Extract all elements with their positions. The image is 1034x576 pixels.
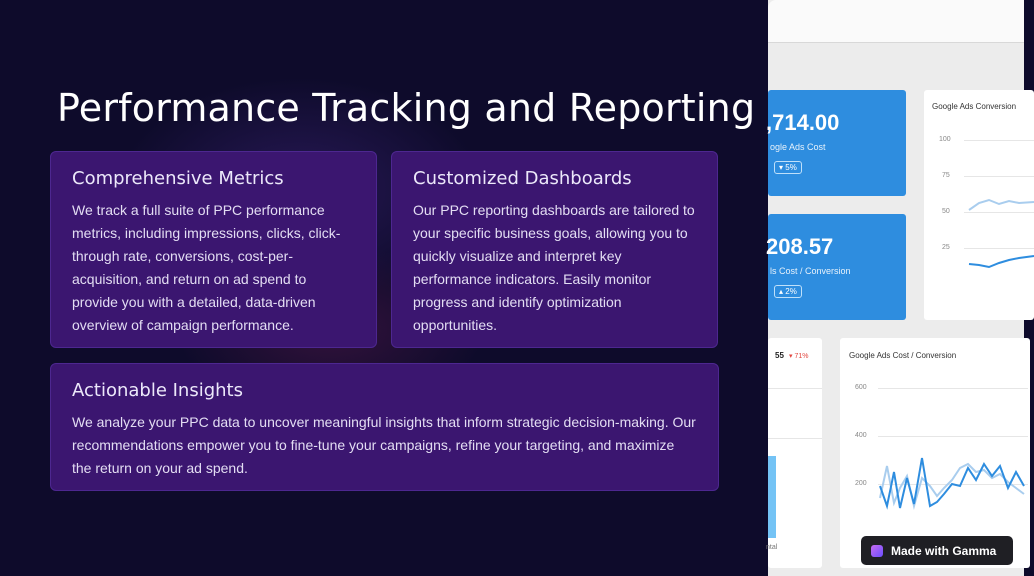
cost-per-conversion-lines xyxy=(840,338,1030,568)
slide-title: Performance Tracking and Reporting xyxy=(57,86,756,130)
dashboard-topbar xyxy=(768,0,1024,43)
badge-label: Made with Gamma xyxy=(891,543,997,558)
conversions-lines xyxy=(924,90,1034,320)
axis-label: ntal xyxy=(766,544,778,551)
card-heading: Customized Dashboards xyxy=(413,168,632,189)
chart-title: Google Ads Conversion xyxy=(932,102,1017,111)
cost-per-conversion-tile xyxy=(768,214,906,320)
chart-title: Google Ads Cost / Conversion xyxy=(849,351,957,360)
tick-label: 25 xyxy=(942,244,950,251)
cost-value: ,714.00 xyxy=(766,110,840,135)
card-body: We analyze your PPC data to uncover meaningful insights that inform strategic decision-making. Our recommendations empower you to fine-tune your campaigns, refine your targeting, and maximize the return on your ad spend. xyxy=(72,414,696,476)
partial-value: 55 xyxy=(775,351,784,360)
cpc-value: 208.57 xyxy=(766,234,834,259)
tick-label: 400 xyxy=(855,432,867,439)
partial-change: ▾ 71% xyxy=(789,353,809,360)
card-heading: Actionable Insights xyxy=(72,380,243,401)
gamma-logo-icon xyxy=(871,545,883,557)
card-body: Our PPC reporting dashboards are tailored to your specific business goals, allowing you to quickly visualize and interpret key performance indicators. Easily monitor progress and identify optimization opportunities. xyxy=(413,202,695,333)
conversions-chart xyxy=(924,90,1034,320)
tick-label: 200 xyxy=(855,480,867,487)
card-heading: Comprehensive Metrics xyxy=(72,168,284,189)
card-actionable-insights xyxy=(50,363,719,491)
cost-tile xyxy=(768,90,906,196)
tick-label: 75 xyxy=(942,172,950,179)
tick-label: 600 xyxy=(855,384,867,391)
bar xyxy=(768,456,776,538)
cpc-change-badge: ▴ 2% xyxy=(774,285,802,298)
cpc-label: ls Cost / Conversion xyxy=(770,266,851,276)
cost-per-conversion-chart xyxy=(840,338,1030,568)
card-comprehensive-metrics xyxy=(50,151,377,348)
bar-chart-tile xyxy=(768,338,822,568)
dashboard-screenshot xyxy=(768,0,1024,576)
cost-label: ogle Ads Cost xyxy=(770,142,826,152)
tick-label: 50 xyxy=(942,208,950,215)
card-customized-dashboards xyxy=(391,151,718,348)
tick-label: 100 xyxy=(939,136,951,143)
card-body: We track a full suite of PPC performance metrics, including impressions, clicks, click-through rate, conversions, cost-per-acquisition, and return on ad spend to provide you with a detailed, data-driven overview of campaign performance. xyxy=(72,202,341,333)
cost-change-badge: ▾ 5% xyxy=(774,161,802,174)
made-with-gamma-badge[interactable] xyxy=(861,536,1013,565)
